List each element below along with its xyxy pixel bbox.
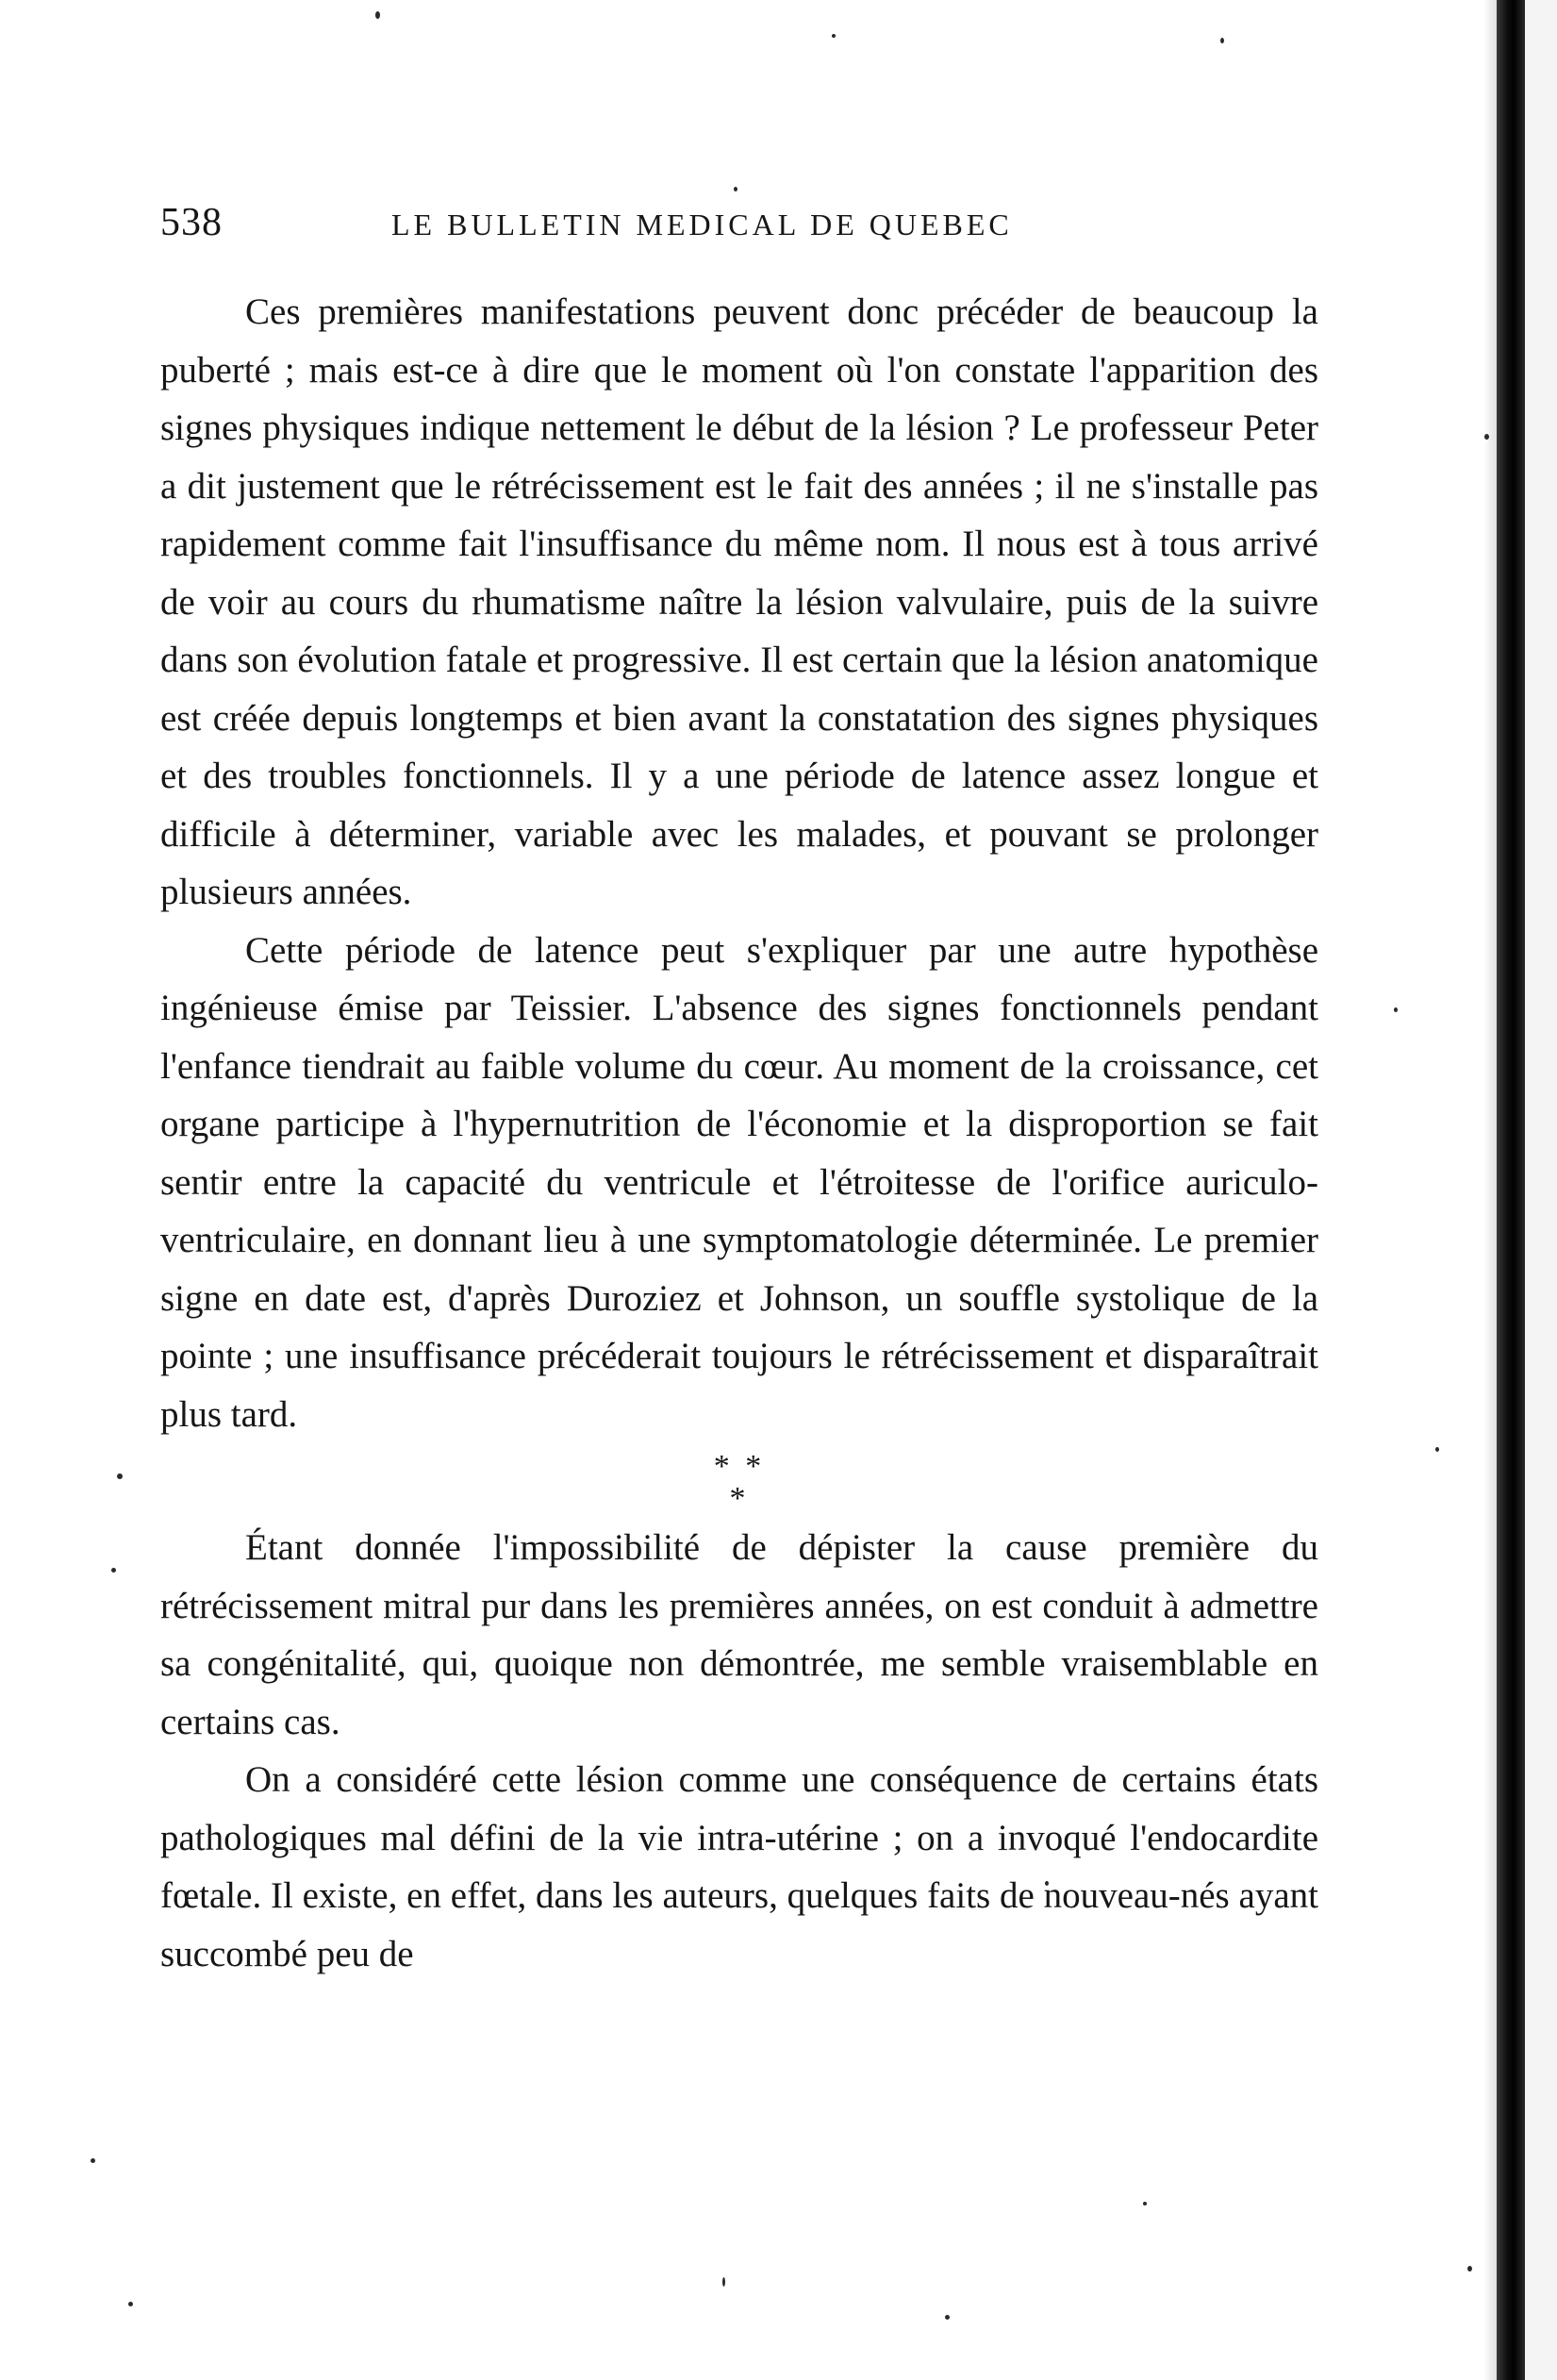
binding-edge [1497, 0, 1525, 2380]
asterism-glyphs: * * * [713, 1449, 766, 1516]
paragraph-3: Étant donnée l'impossibilité de dépister la cause première du rétrécissement mitral pur dans les premières années, on est conduit à admettre sa congénitalité, qui, quoique non démontrée, me semble vraisemblable en certains cas. [160, 1527, 1318, 1742]
journal-title: LE BULLETIN MEDICAL DE QUEBEC [391, 208, 1013, 241]
paragraph-1: Ces premières manifestations peuvent donc précéder de beaucoup la puberté ; mais est-ce à dire que le moment où l'on constate l'apparition des signes physiques indique nettement le début de la lésion ? Le professeur Peter a dit justement que le rétrécissement est le fait des années ; il ne s'installe pas rapidement comme fait l'insuffisance du même nom. Il nous est à tous arrivé de voir au cours du rhumatisme naître la lésion valvulaire, puis de la suivre dans son évolution fatale et progressive. Il est certain que la lésion anatomique est créée depuis longtemps et bien avant la constatation des signes physiques et des troubles fonctionnels. Il y a une période de latence assez longue et difficile à déterminer, variable avec les malades, et pouvant se prolonger plusieurs années. [160, 291, 1318, 912]
page-margin-strip [1525, 0, 1557, 2380]
binding-shadow [1483, 0, 1497, 2380]
paragraph-4: On a considéré cette lésion comme une conséquence de certains états pathologiques mal défini de la vie intra-utérine ; on a invoqué l'endocardite fœtale. Il existe, en effet, dans les auteurs, quelques faits de nouveau-nés ayant succombé peu de [160, 1759, 1318, 1974]
section-break-asterism [160, 1443, 1318, 1519]
article-body [160, 283, 1318, 1983]
page-number: 538 [160, 201, 223, 244]
running-head [160, 200, 1339, 257]
paragraph-2: Cette période de latence peut s'expliquer par une autre hypothèse ingénieuse émise par Teissier. L'absence des signes fonctionnels pendant l'enfance tiendrait au faible volume du cœur. Au moment de la croissance, cet organe participe à l'hypernutrition de l'économie et la disproportion se fait sentir entre la capacité du ventricule et l'étroitesse de l'orifice auriculo-ventriculaire, en donnant lieu à une symptomatologie déterminée. Le premier signe en date est, d'après Duroziez et Johnson, un souffle systolique de la pointe ; une insuffisance précéderait toujours le rétrécissement et disparaîtrait plus tard. [160, 929, 1318, 1435]
